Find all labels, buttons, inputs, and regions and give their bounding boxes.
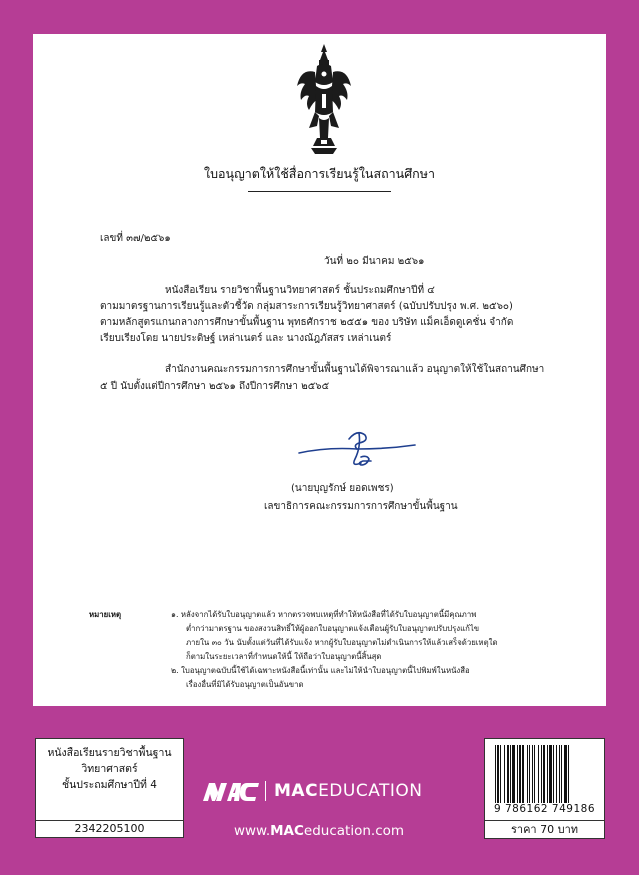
title-underline [248,191,391,192]
book-title-line: ชั้นประถมศึกษาปีที่ 4 [62,779,157,791]
body-line: ตามมาตรฐานการเรียนรู้และตัวชี้วัด กลุ่มสาระการเรียนรู้วิทยาศาสตร์ (ฉบับปรับปรุง พ.ศ. ๒๕๖๐) [100,301,513,312]
barcode-bar [510,745,511,803]
barcode-bar [564,745,567,803]
book-title-line: หนังสือเรียนรายวิชาพื้นฐาน [47,747,172,759]
body-line: เรียบเรียงโดย นายประดิษฐ์ เหล่าเนตร์ และ นางณัฎภัสสร เหล่าเนตร์ [100,333,392,344]
barcode-bar [568,745,569,803]
publisher-logo [203,778,423,804]
book-title-label [35,738,184,821]
barcode-bar [547,745,548,803]
book-title-line: วิทยาศาสตร์ [81,763,138,775]
barcode-bar [512,745,515,803]
barcode-bar [504,745,505,803]
note-line: ก็ตามในระยะเวลาที่กำหนดให้นี้ ให้ถือว่าใบอนุญาตนี้สิ้นสุด [186,652,382,661]
barcode-bar [527,745,528,803]
signature [297,427,417,475]
barcode-bar [517,745,518,803]
signer-title: เลขาธิการคณะกรรมการการศึกษาขั้นพื้นฐาน [264,501,458,512]
barcode-bar [534,745,535,803]
barcode-bar [561,745,562,803]
isbn-number: 9 786162 749186 [493,803,596,815]
barcode-bar [543,745,545,803]
note-line: ๑. หลังจากได้รับใบอนุญาตแล้ว หากตรวจพบเหตุที่ทำให้หนังสือที่ได้รับใบอนุญาตนี้มีคุณภาพ [171,610,477,619]
license-document [33,34,606,706]
barcode-bar [556,745,557,803]
body-line: หนังสือเรียน รายวิชาพื้นฐานวิทยาศาสตร์ ชั้นประถมศึกษาปีที่ ๔ [165,285,435,296]
barcode-bar [553,745,554,803]
barcode-box [484,738,605,839]
mac-logo-icon [203,781,259,801]
notes-label: หมายเหตุ [89,610,122,619]
barcode-bar [500,745,501,803]
logo-divider [265,781,266,801]
license-number: เลขที่ ๓๗/๒๕๖๑ [100,233,171,244]
publisher-name-rest: EDUCATION [318,781,423,801]
barcode-bar [538,745,539,803]
barcode-bar [522,745,524,803]
price-label: ราคา 70 บาท [485,820,604,838]
note-line: เรื่องอื่นที่มิได้รับอนุญาตเป็นอันขาด [186,680,304,689]
url-prefix: www. [233,823,271,839]
note-line: ต่ำกว่ามาตรฐาน ของสงวนสิทธิ์ให้ผู้ออกใบอนุญาตแจ้งเตือนผู้รับใบอนุญาตปรับปรุงแก้ไข [186,624,480,633]
note-line: ๒. ใบอนุญาตฉบับนี้ใช้ได้เฉพาะหนังสือนี้เท่านั้น และไม่ให้นำใบอนุญาตนี้ไปพิมพ์ในหนังสือ [171,666,470,675]
approval-line: ๕ ปี นับตั้งแต่ปีการศึกษา ๒๕๖๑ ถึงปีการศึกษา ๒๕๖๕ [100,381,330,392]
issue-date: วันที่ ๒๐ มีนาคม ๒๕๖๑ [324,256,425,267]
url-bold: MAC [270,823,304,839]
garuda-emblem-icon [295,42,353,160]
barcode-bar [529,745,530,803]
publisher-url [203,823,435,839]
barcode-bar [549,745,552,803]
barcode-bar [497,745,499,803]
body-line: ตามหลักสูตรแกนกลางการศึกษาขั้นพื้นฐาน พุทธศักราช ๒๕๕๑ ของ บริษัท แม็คเอ็ดดูเคชั่น จำกัด [100,317,514,328]
book-code: 2342205100 [35,821,184,838]
signer-name: (นายบุญรักษ์ ยอดเพชร) [291,483,394,494]
document-title: ใบอนุญาตให้ใช้สื่อการเรียนรู้ในสถานศึกษา [204,166,435,181]
barcode-bar [507,745,509,803]
note-line: ภายใน ๓๐ วัน นับตั้งแต่วันที่ได้รับแจ้ง หากผู้รับใบอนุญาตไม่ดำเนินการให้แล้วเสร็จด้วยเหตุใด [186,638,498,647]
barcode-bar [559,745,560,803]
url-suffix: education.com [303,823,405,839]
barcode-bar [495,745,496,803]
barcode-bar [519,745,521,803]
publisher-name-bold: MAC [274,781,319,801]
isbn-barcode [495,745,595,803]
publisher-name [274,781,423,801]
approval-line: สำนักงานคณะกรรมการการศึกษาขั้นพื้นฐานได้พิจารณาแล้ว อนุญาตให้ใช้ในสถานศึกษา [165,364,545,375]
barcode-bar [541,745,542,803]
barcode-bar [532,745,533,803]
